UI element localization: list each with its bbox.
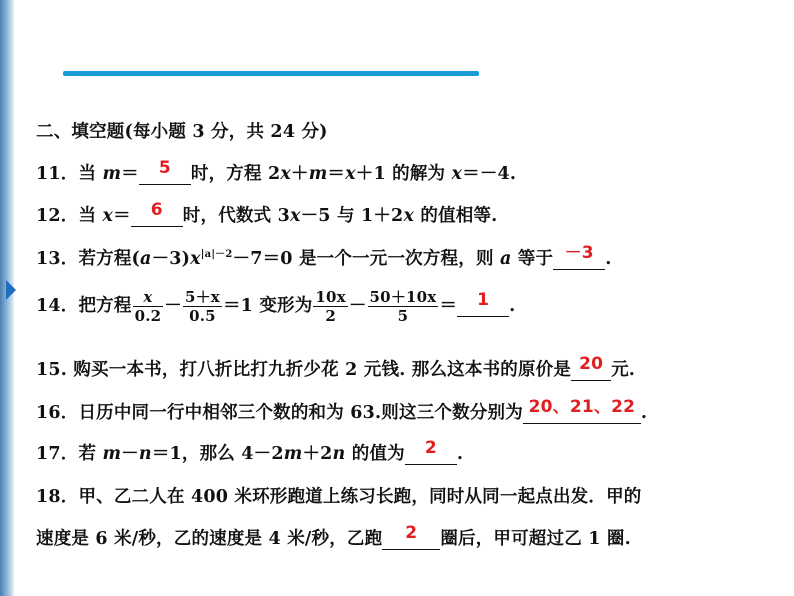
fraction-3: $\frac{10x}{2}$: [315, 288, 346, 325]
rail-arrow-icon: [6, 280, 16, 300]
question-14: 14．把方程 $\frac{x}{0.2}$ － $\frac{5+x}{0.5}$ ＝1 变形为 $\frac{10x}{2}$ － $\frac{50+10x}{5}$ ＝ 1 .: [36, 288, 516, 325]
fraction-2: $\frac{5+x}{0.5}$: [184, 288, 220, 325]
answer-blank-12: 6: [131, 206, 183, 227]
answer-blank-16: 20、21、22: [523, 398, 641, 424]
question-12: 12．当 x＝ 6 时，代数式 3x－5 与 1＋2x 的值相等.: [36, 200, 498, 226]
question-18-line-2: 速度是 6 米/秒，乙的速度是 4 米/秒，乙跑 2 圈后，甲可超过乙 1 圈.: [36, 523, 631, 549]
answer-blank-14: 1: [457, 296, 509, 317]
fraction-4: $\frac{50+10x}{5}$: [369, 288, 437, 325]
question-11: 11．当 m＝ 5 时，方程 2x＋m＝x＋1 的解为 x＝－4.: [36, 158, 517, 184]
question-16: 16．日历中同一行中相邻三个数的和为 63.则这三个数分别为 20、21、22 .: [36, 397, 648, 423]
answer-blank-18: 2: [382, 529, 440, 550]
question-15: 15. 购买一本书，打八折比打九折少花 2 元钱. 那么这本书的原价是 20 元.: [36, 354, 636, 380]
answer-blank-11: 5: [139, 164, 191, 185]
question-18-line-1: 18．甲、乙二人在 400 米环形跑道上练习长跑，同时从同一起点出发．甲的: [36, 487, 642, 507]
section-title: 二、填空题(每小题 3 分，共 24 分): [36, 122, 328, 142]
top-accent-bar: [63, 71, 479, 76]
answer-blank-13: －3: [553, 244, 605, 270]
fraction-1: $\frac{x}{0.2}$: [134, 288, 162, 325]
answer-blank-15: 20: [571, 360, 611, 381]
question-13: 13．若方程$(a-3)x^{|a|-2}-7=0$ 是一个一元一次方程，则 a 等于 －3 .: [36, 243, 612, 269]
answer-blank-17: 2: [405, 444, 457, 465]
question-17: 17．若 m－n＝1，那么 4－2m＋2n 的值为 2 .: [36, 438, 464, 464]
